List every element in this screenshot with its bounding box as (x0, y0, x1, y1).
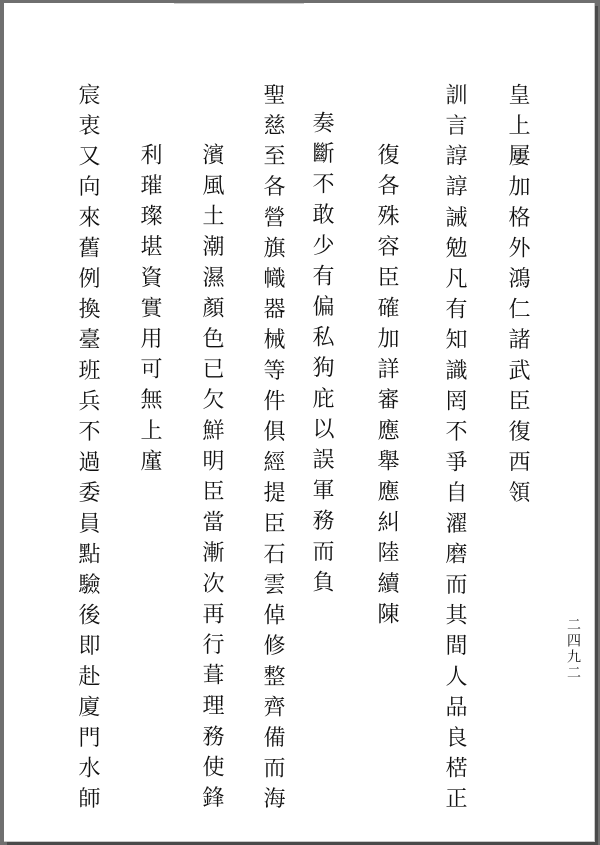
text-column-2: 訓言諄諄誡勉凡有知識罔不爭自濯磨而其間人品良楛正 (442, 83, 467, 818)
text-column-4: 奏斷不敢少有偏私狗庇以誤軍務而負 (309, 111, 334, 601)
text-column-7: 利璀璨堪資實用可無上廑 (137, 143, 162, 480)
document-page (4, 3, 595, 842)
top-rule (174, 3, 304, 4)
text-column-1: 皇上屢加格外鴻仁諸武臣復西領 (505, 83, 530, 512)
page-number: 二四九二 (565, 617, 581, 681)
text-column-5: 聖慈至各營旗幟器械等件俱經提臣石雲倬修整齊備而海 (260, 83, 285, 818)
text-column-6: 濱風土潮濕顏色已欠鮮明臣當漸次再行葺理務使鋒 (199, 143, 224, 817)
text-column-3: 復各殊容臣確加詳審應舉應糾陸續陳 (374, 143, 399, 633)
text-column-8: 宸衷又向來舊例換臺班兵不過委員點驗後即赴廈門水師 (75, 83, 100, 818)
